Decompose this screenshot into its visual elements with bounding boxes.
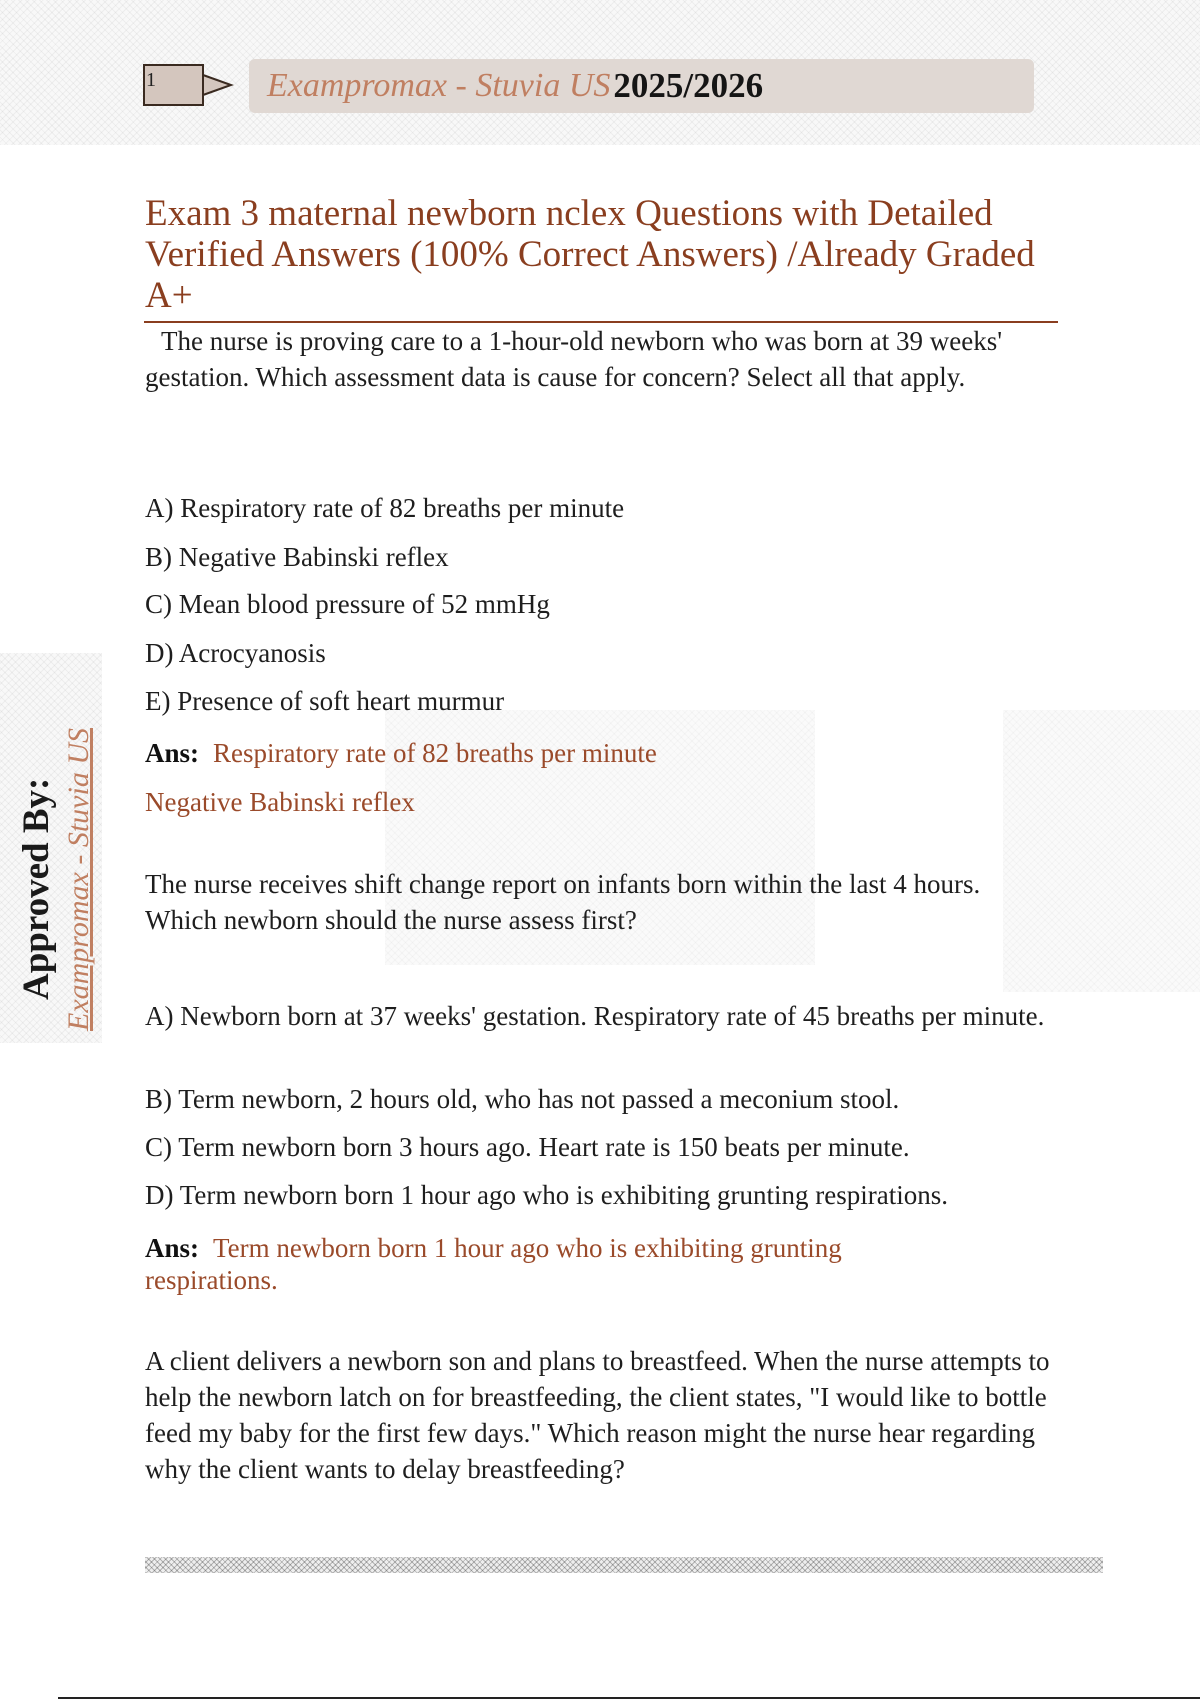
question-1-option-a: A) Respiratory rate of 82 breaths per minute xyxy=(145,493,625,523)
question-1-option-d: D) Acrocyanosis xyxy=(145,638,326,668)
question-1-option-c: C) Mean blood pressure of 52 mmHg xyxy=(145,589,550,619)
side-brand-label: Exampromax - Stuvia US xyxy=(62,728,95,1031)
answer-label: Ans: xyxy=(145,738,200,768)
question-1-stem: The nurse is proving care to a 1-hour-old newborn who was born at 39 weeks' gestation. Which assessment data is cause for concern? Select all that apply. xyxy=(145,326,1003,392)
header-year: 2025/2026 xyxy=(613,66,764,105)
question-1-option-e: E) Presence of soft heart murmur xyxy=(145,686,505,716)
page-number-badge xyxy=(143,63,235,107)
bottom-rule xyxy=(58,1697,1200,1699)
question-1-answer-line-2: Negative Babinski reflex xyxy=(145,787,415,817)
header-title-bar xyxy=(249,59,1034,113)
question-2-option-b: B) Term newborn, 2 hours old, who has not passed a meconium stool. xyxy=(145,1084,900,1114)
question-1-answer xyxy=(145,737,657,770)
footer-hatch-divider xyxy=(145,1557,1103,1573)
page-number: 1 xyxy=(146,69,156,91)
document-title: Exam 3 maternal newborn nclex Questions with Detailed Verified Answers (100% Correct Answers) /Already Graded A+ xyxy=(145,193,1035,316)
header-brand: Exampromax - Stuvia US xyxy=(267,67,611,104)
question-2-answer xyxy=(145,1232,842,1265)
question-2-option-c: C) Term newborn born 3 hours ago. Heart rate is 150 beats per minute. xyxy=(145,1132,910,1162)
question-2-stem: The nurse receives shift change report on infants born within the last 4 hours. Which newborn should the nurse assess first? xyxy=(145,869,981,935)
question-2-option-a: A) Newborn born at 37 weeks' gestation. Respiratory rate of 45 breaths per minute. xyxy=(145,1001,1045,1031)
answer-text: Respiratory rate of 82 breaths per minute xyxy=(213,738,657,768)
question-2-option-d: D) Term newborn born 1 hour ago who is exhibiting grunting respirations. xyxy=(145,1180,948,1210)
answer-label: Ans: xyxy=(145,1233,200,1263)
question-3-stem: A client delivers a newborn son and plans to breastfeed. When the nurse attempts to help the newborn latch on for breastfeeding, the client states, "I would like to bottle feed my baby for the first few days." Which reason might the nurse hear regarding why the client wants to delay breastfeeding? xyxy=(145,1346,1050,1484)
side-approved-label: Approved By: xyxy=(16,777,57,1000)
background-patch xyxy=(1003,710,1200,992)
question-1-option-b: B) Negative Babinski reflex xyxy=(145,542,449,572)
question-2-answer-line-2: respirations. xyxy=(145,1265,278,1295)
arrow-tab-icon xyxy=(143,63,235,107)
answer-text: Term newborn born 1 hour ago who is exhibiting grunting xyxy=(213,1233,842,1263)
